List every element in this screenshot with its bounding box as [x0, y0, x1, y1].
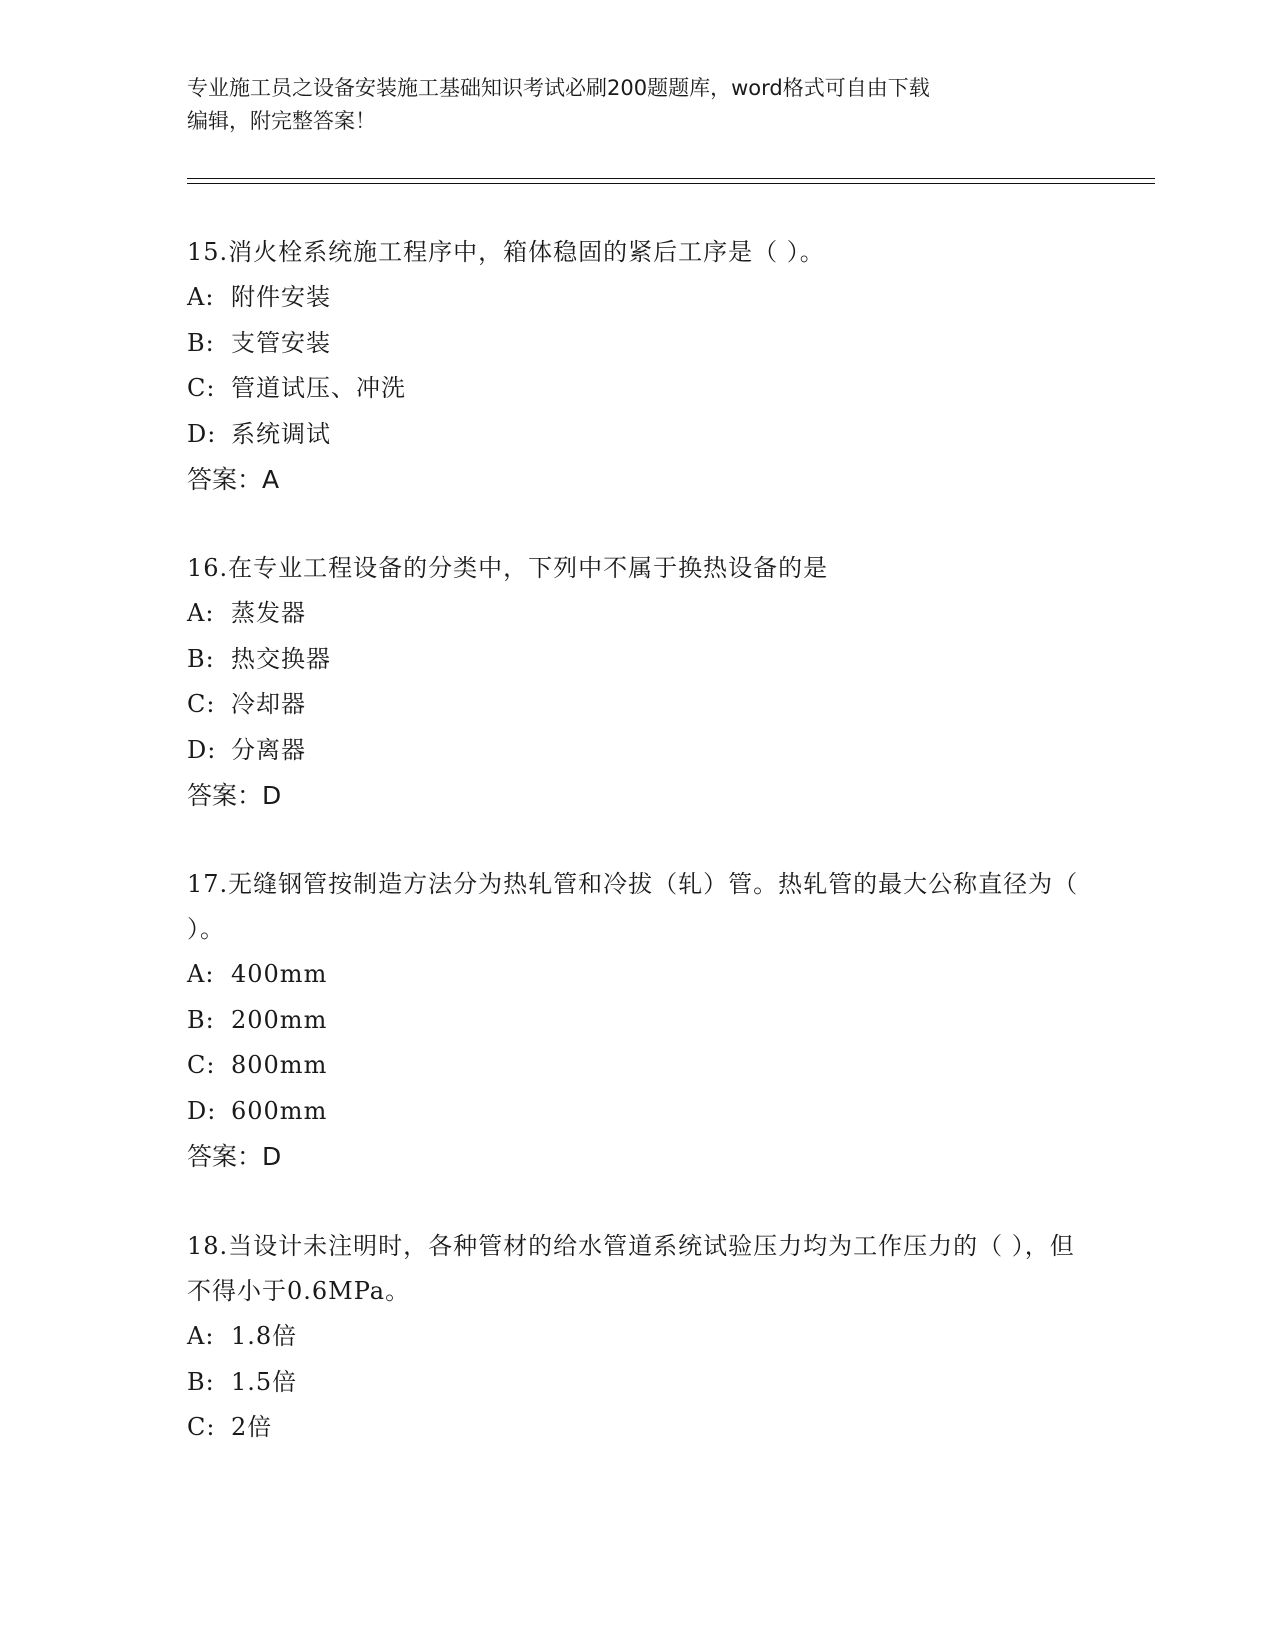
option-b — [187, 637, 1087, 683]
option-text: 分离器 — [231, 735, 306, 764]
question-stem: 18.当设计未注明时，各种管材的给水管道系统试验压力均为工作压力的（ ），但不得小于0.6MPa。 — [187, 1232, 1075, 1305]
option-key: A: — [187, 960, 215, 988]
document-header — [187, 72, 1087, 138]
option-a — [187, 275, 1087, 321]
option-key: C: — [187, 374, 216, 402]
option-text: 附件安装 — [231, 283, 331, 311]
question-stem: 17.无缝钢管按制造方法分为热轧管和冷拔（轧）管。热轧管的最大公称直径为（ ）。 — [187, 870, 1079, 943]
option-text: 冷却器 — [231, 690, 306, 718]
option-a — [187, 591, 1087, 637]
option-key: A: — [187, 1322, 215, 1350]
question-15 — [187, 230, 1087, 502]
option-text: 600mm — [231, 1096, 328, 1125]
option-key: B: — [187, 328, 215, 357]
option-key: B: — [187, 1367, 215, 1396]
option-a — [187, 952, 1087, 998]
option-text: 400mm — [231, 960, 328, 988]
option-key: B: — [187, 1005, 215, 1034]
option-key: C: — [187, 690, 216, 718]
option-key: C: — [187, 1413, 216, 1441]
answer-line: 答案：D — [187, 781, 282, 810]
option-b — [187, 998, 1087, 1044]
header-divider-top — [187, 178, 1155, 179]
option-key: D: — [187, 419, 217, 448]
option-key: D: — [187, 1096, 217, 1125]
option-text: 200mm — [231, 1005, 328, 1034]
option-text: 1.5倍 — [231, 1367, 298, 1396]
option-d — [187, 412, 1087, 458]
option-key: B: — [187, 644, 215, 673]
option-key: A: — [187, 599, 215, 627]
option-b — [187, 321, 1087, 367]
option-key: C: — [187, 1051, 216, 1079]
option-text: 2倍 — [231, 1413, 273, 1441]
option-d — [187, 1089, 1087, 1135]
question-17 — [187, 862, 1087, 1179]
answer-line: 答案：A — [187, 465, 280, 494]
question-stem: 16.在专业工程设备的分类中，下列中不属于换热设备的是 — [187, 554, 829, 582]
option-text: 管道试压、冲洗 — [231, 374, 406, 402]
header-line-2: 编辑，附完整答案！ — [187, 109, 376, 133]
option-b — [187, 1360, 1087, 1406]
option-key: D: — [187, 735, 217, 764]
option-c — [187, 1043, 1087, 1089]
option-d — [187, 728, 1087, 774]
option-text: 系统调试 — [231, 419, 331, 448]
question-18 — [187, 1224, 1087, 1451]
answer-line: 答案：D — [187, 1142, 282, 1171]
option-key: A: — [187, 283, 215, 311]
header-line-1: 专业施工员之设备安装施工基础知识考试必刷200题题库，word格式可自由下载 — [187, 76, 930, 100]
option-text: 1.8倍 — [231, 1322, 298, 1350]
option-a — [187, 1314, 1087, 1360]
option-c — [187, 366, 1087, 412]
option-text: 支管安装 — [231, 328, 331, 357]
option-c — [187, 1405, 1087, 1451]
option-text: 蒸发器 — [231, 599, 306, 627]
option-c — [187, 682, 1087, 728]
header-divider-bottom — [187, 183, 1155, 184]
option-text: 800mm — [231, 1051, 328, 1079]
question-stem: 15.消火栓系统施工程序中，箱体稳固的紧后工序是（ ）。 — [187, 238, 825, 266]
option-text: 热交换器 — [231, 644, 331, 673]
question-16 — [187, 546, 1087, 818]
